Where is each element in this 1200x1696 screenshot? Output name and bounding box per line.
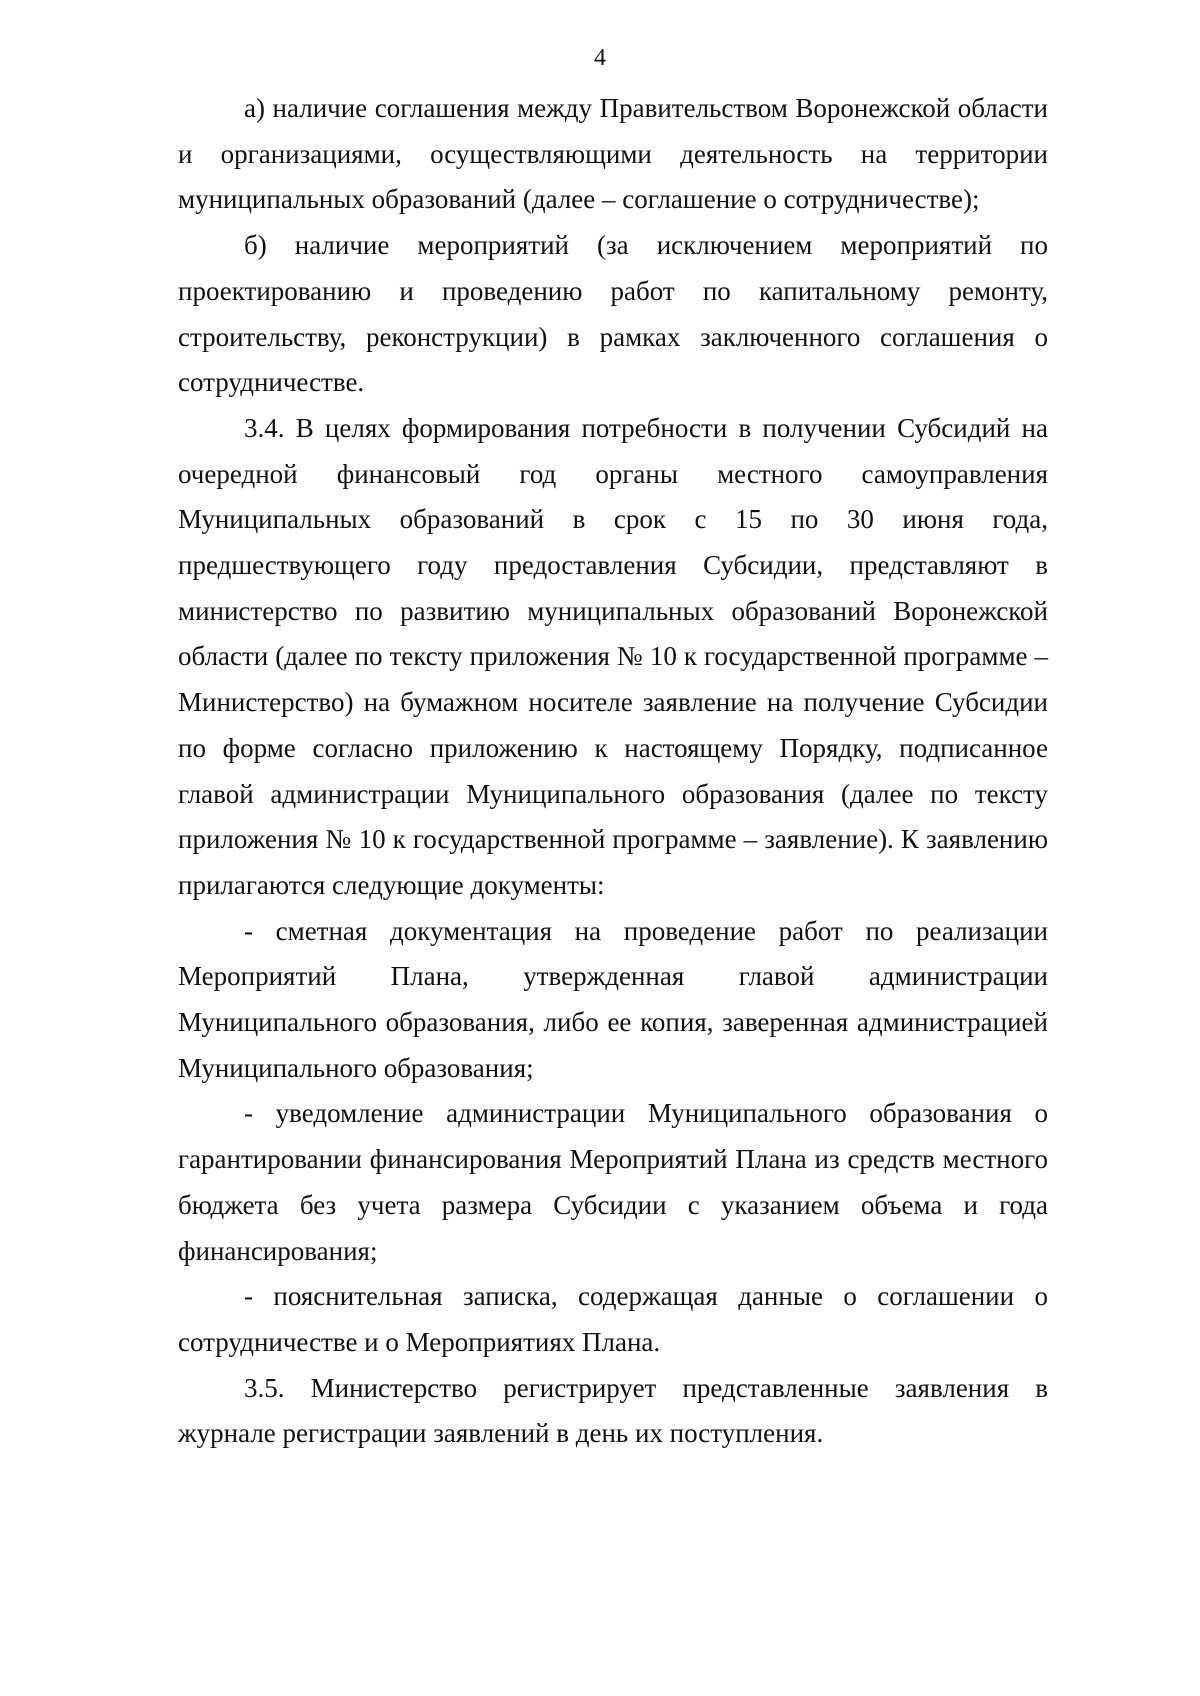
list-item-financing-notice: - уведомление администрации Муниципального образования о гарантировании финансирования Мероприятий Плана из средств местного бюджета без учета размера Субсидии с указанием объема и года финансирования;: [178, 1098, 1048, 1266]
list-item-explanatory-note: - пояснительная записка, содержащая данные о соглашении о сотрудничестве и о Мероприятиях Плана.: [178, 1281, 1048, 1357]
paragraph-3-3-a: а) наличие соглашения между Правительством Воронежской области и организациями, осуществляющими деятельность на территории муниципальных образований (далее – соглашение о сотрудничестве);: [178, 93, 1048, 215]
paragraph-3-3-b: б) наличие мероприятий (за исключением мероприятий по проектированию и проведению работ по капитальному ремонту, строительству, реконструкции) в рамках заключенного соглашения о сотрудничестве.: [178, 230, 1048, 398]
document-body: [178, 86, 1048, 1457]
page-number: 4: [594, 45, 606, 71]
list-item-estimate-documentation: - сметная документация на проведение работ по реализации Мероприятий Плана, утвержденная главой администрации Муниципального образования, либо ее копия, заверенная администрацией Муниципального образования;: [178, 915, 1048, 1083]
paragraph-3-5: 3.5. Министерство регистрирует представленные заявления в журнале регистрации заявлений в день их поступления.: [178, 1372, 1048, 1449]
paragraph-3-4: 3.4. В целях формирования потребности в получении Субсидий на очередной финансовый год органы местного самоуправления Муниципальных образований в срок с 15 по 30 июня года, предшествующего году предоставления Субсидии, представляют в министерство по развитию муниципальных образований Воронежской области (далее по тексту приложения № 10 к государственной программе – Министерство) на бумажном носителе заявление на получение Субсидии по форме согласно приложению к настоящему Порядку, подписанное главой администрации Муниципального образования (далее по тексту приложения № 10 к государственной программе – заявление). К заявлению прилагаются следующие документы:: [178, 412, 1048, 900]
